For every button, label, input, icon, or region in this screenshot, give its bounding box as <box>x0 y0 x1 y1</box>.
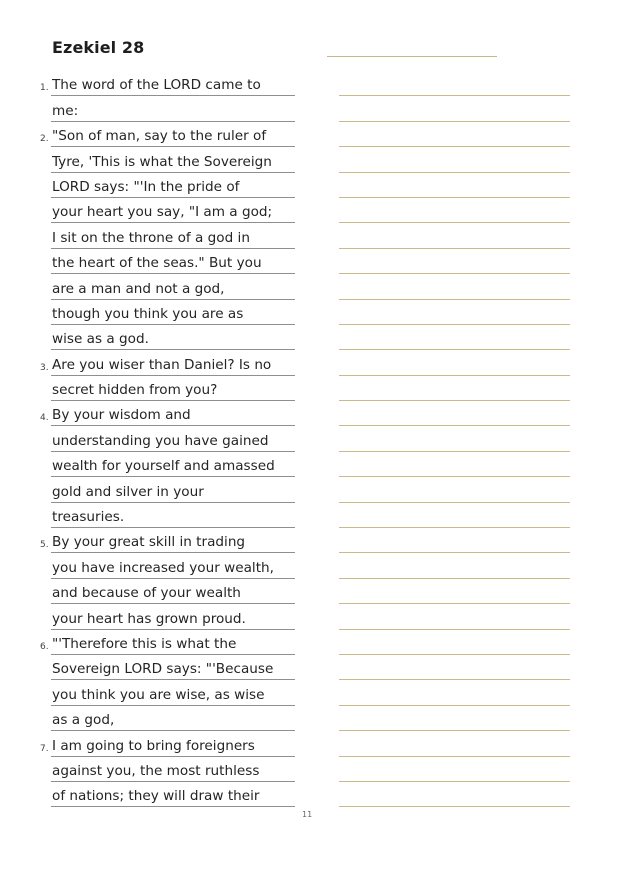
verse-line <box>0 223 300 248</box>
verse-text: The word of the LORD came to <box>52 77 261 94</box>
verse-text: By your wisdom and <box>52 407 191 424</box>
verse-text: Tyre, 'This is what the Sovereign <box>52 153 272 170</box>
verse-line <box>0 477 300 502</box>
verse-line <box>0 757 300 782</box>
writing-line <box>339 706 570 731</box>
writing-line <box>339 528 570 553</box>
writing-line <box>339 503 570 528</box>
verse-line <box>0 604 300 629</box>
verse-line <box>0 579 300 604</box>
page-number: 11 <box>302 810 313 819</box>
verse-text: treasuries. <box>52 509 125 526</box>
verse-line <box>0 274 300 299</box>
verse-line <box>0 173 300 198</box>
writing-line <box>339 401 570 426</box>
verse-line <box>0 96 300 121</box>
writing-line <box>339 198 570 223</box>
writing-line <box>339 477 570 502</box>
verse-line <box>0 325 300 350</box>
verse-text: secret hidden from you? <box>52 382 218 399</box>
writing-line <box>339 731 570 756</box>
verse-line <box>0 731 300 756</box>
verse-number: 3. <box>40 362 49 373</box>
title-writing-line <box>327 56 497 57</box>
writing-line <box>339 630 570 655</box>
verse-line <box>0 401 300 426</box>
verse-text: though you think you are as <box>52 305 244 322</box>
verse-line <box>0 300 300 325</box>
writing-line <box>339 300 570 325</box>
verse-text: against you, the most ruthless <box>52 762 260 779</box>
writing-line <box>339 376 570 401</box>
writing-line <box>339 782 570 807</box>
verse-text: I sit on the throne of a god in <box>52 229 250 246</box>
verse-text: you have increased your wealth, <box>52 559 274 576</box>
verse-line <box>0 376 300 401</box>
verse-line <box>0 680 300 705</box>
writing-line <box>339 350 570 375</box>
verse-number: 2. <box>40 134 49 145</box>
verse-number: 1. <box>40 83 49 94</box>
verse-line <box>0 706 300 731</box>
verse-line <box>0 147 300 172</box>
writing-line <box>339 96 570 121</box>
verse-text: your heart you say, "I am a god; <box>52 204 273 221</box>
verse-text: "'Therefore this is what the <box>52 635 237 652</box>
verse-text: understanding you have gained <box>52 432 269 449</box>
writing-line <box>339 325 570 350</box>
verse-text: wise as a god. <box>52 331 149 348</box>
writing-line <box>339 249 570 274</box>
verse-line <box>0 655 300 680</box>
verse-number: 4. <box>40 413 49 424</box>
verse-text: "Son of man, say to the ruler of <box>52 128 267 145</box>
verse-line <box>0 198 300 223</box>
verse-text: gold and silver in your <box>52 483 204 500</box>
verse-text: of nations; they will draw their <box>52 788 260 805</box>
writing-line <box>339 553 570 578</box>
verse-text: your heart has grown proud. <box>52 610 246 627</box>
verse-line <box>0 350 300 375</box>
verse-text: the heart of the seas." But you <box>52 255 262 272</box>
verse-line <box>0 452 300 477</box>
writing-practice-column <box>339 71 570 807</box>
verse-text: By your great skill in trading <box>52 534 246 551</box>
verse-line <box>0 528 300 553</box>
verse-line <box>0 426 300 451</box>
writing-line <box>339 122 570 147</box>
verse-text: are a man and not a god, <box>52 280 225 297</box>
verse-line <box>0 122 300 147</box>
verse-text: me: <box>52 102 79 119</box>
verse-number: 5. <box>40 540 49 551</box>
writing-line <box>339 680 570 705</box>
verse-text: I am going to bring foreigners <box>52 737 255 754</box>
verse-text: Sovereign LORD says: "'Because <box>52 661 274 678</box>
writing-line <box>339 757 570 782</box>
writing-line <box>339 173 570 198</box>
verse-line <box>0 71 300 96</box>
verse-text: and because of your wealth <box>52 585 241 602</box>
verse-line <box>0 503 300 528</box>
verse-line <box>0 249 300 274</box>
verse-text: Are you wiser than Daniel? Is no <box>52 356 272 373</box>
verse-number: 6. <box>40 641 49 652</box>
verse-line <box>0 630 300 655</box>
writing-line <box>339 426 570 451</box>
writing-line <box>339 71 570 96</box>
writing-line <box>339 579 570 604</box>
writing-line <box>339 274 570 299</box>
verse-text: wealth for yourself and amassed <box>52 458 275 475</box>
writing-line <box>339 452 570 477</box>
page-title: Ezekiel 28 <box>52 38 145 57</box>
scripture-text-column <box>0 71 300 807</box>
writing-line <box>339 223 570 248</box>
text-underline <box>51 806 295 807</box>
verse-text: as a god, <box>52 712 115 729</box>
writing-line <box>339 604 570 629</box>
verse-line <box>0 782 300 807</box>
writing-line <box>339 147 570 172</box>
verse-number: 7. <box>40 743 49 754</box>
verse-text: you think you are wise, as wise <box>52 686 265 703</box>
writing-line <box>339 655 570 680</box>
verse-text: LORD says: "'In the pride of <box>52 178 240 195</box>
verse-line <box>0 553 300 578</box>
